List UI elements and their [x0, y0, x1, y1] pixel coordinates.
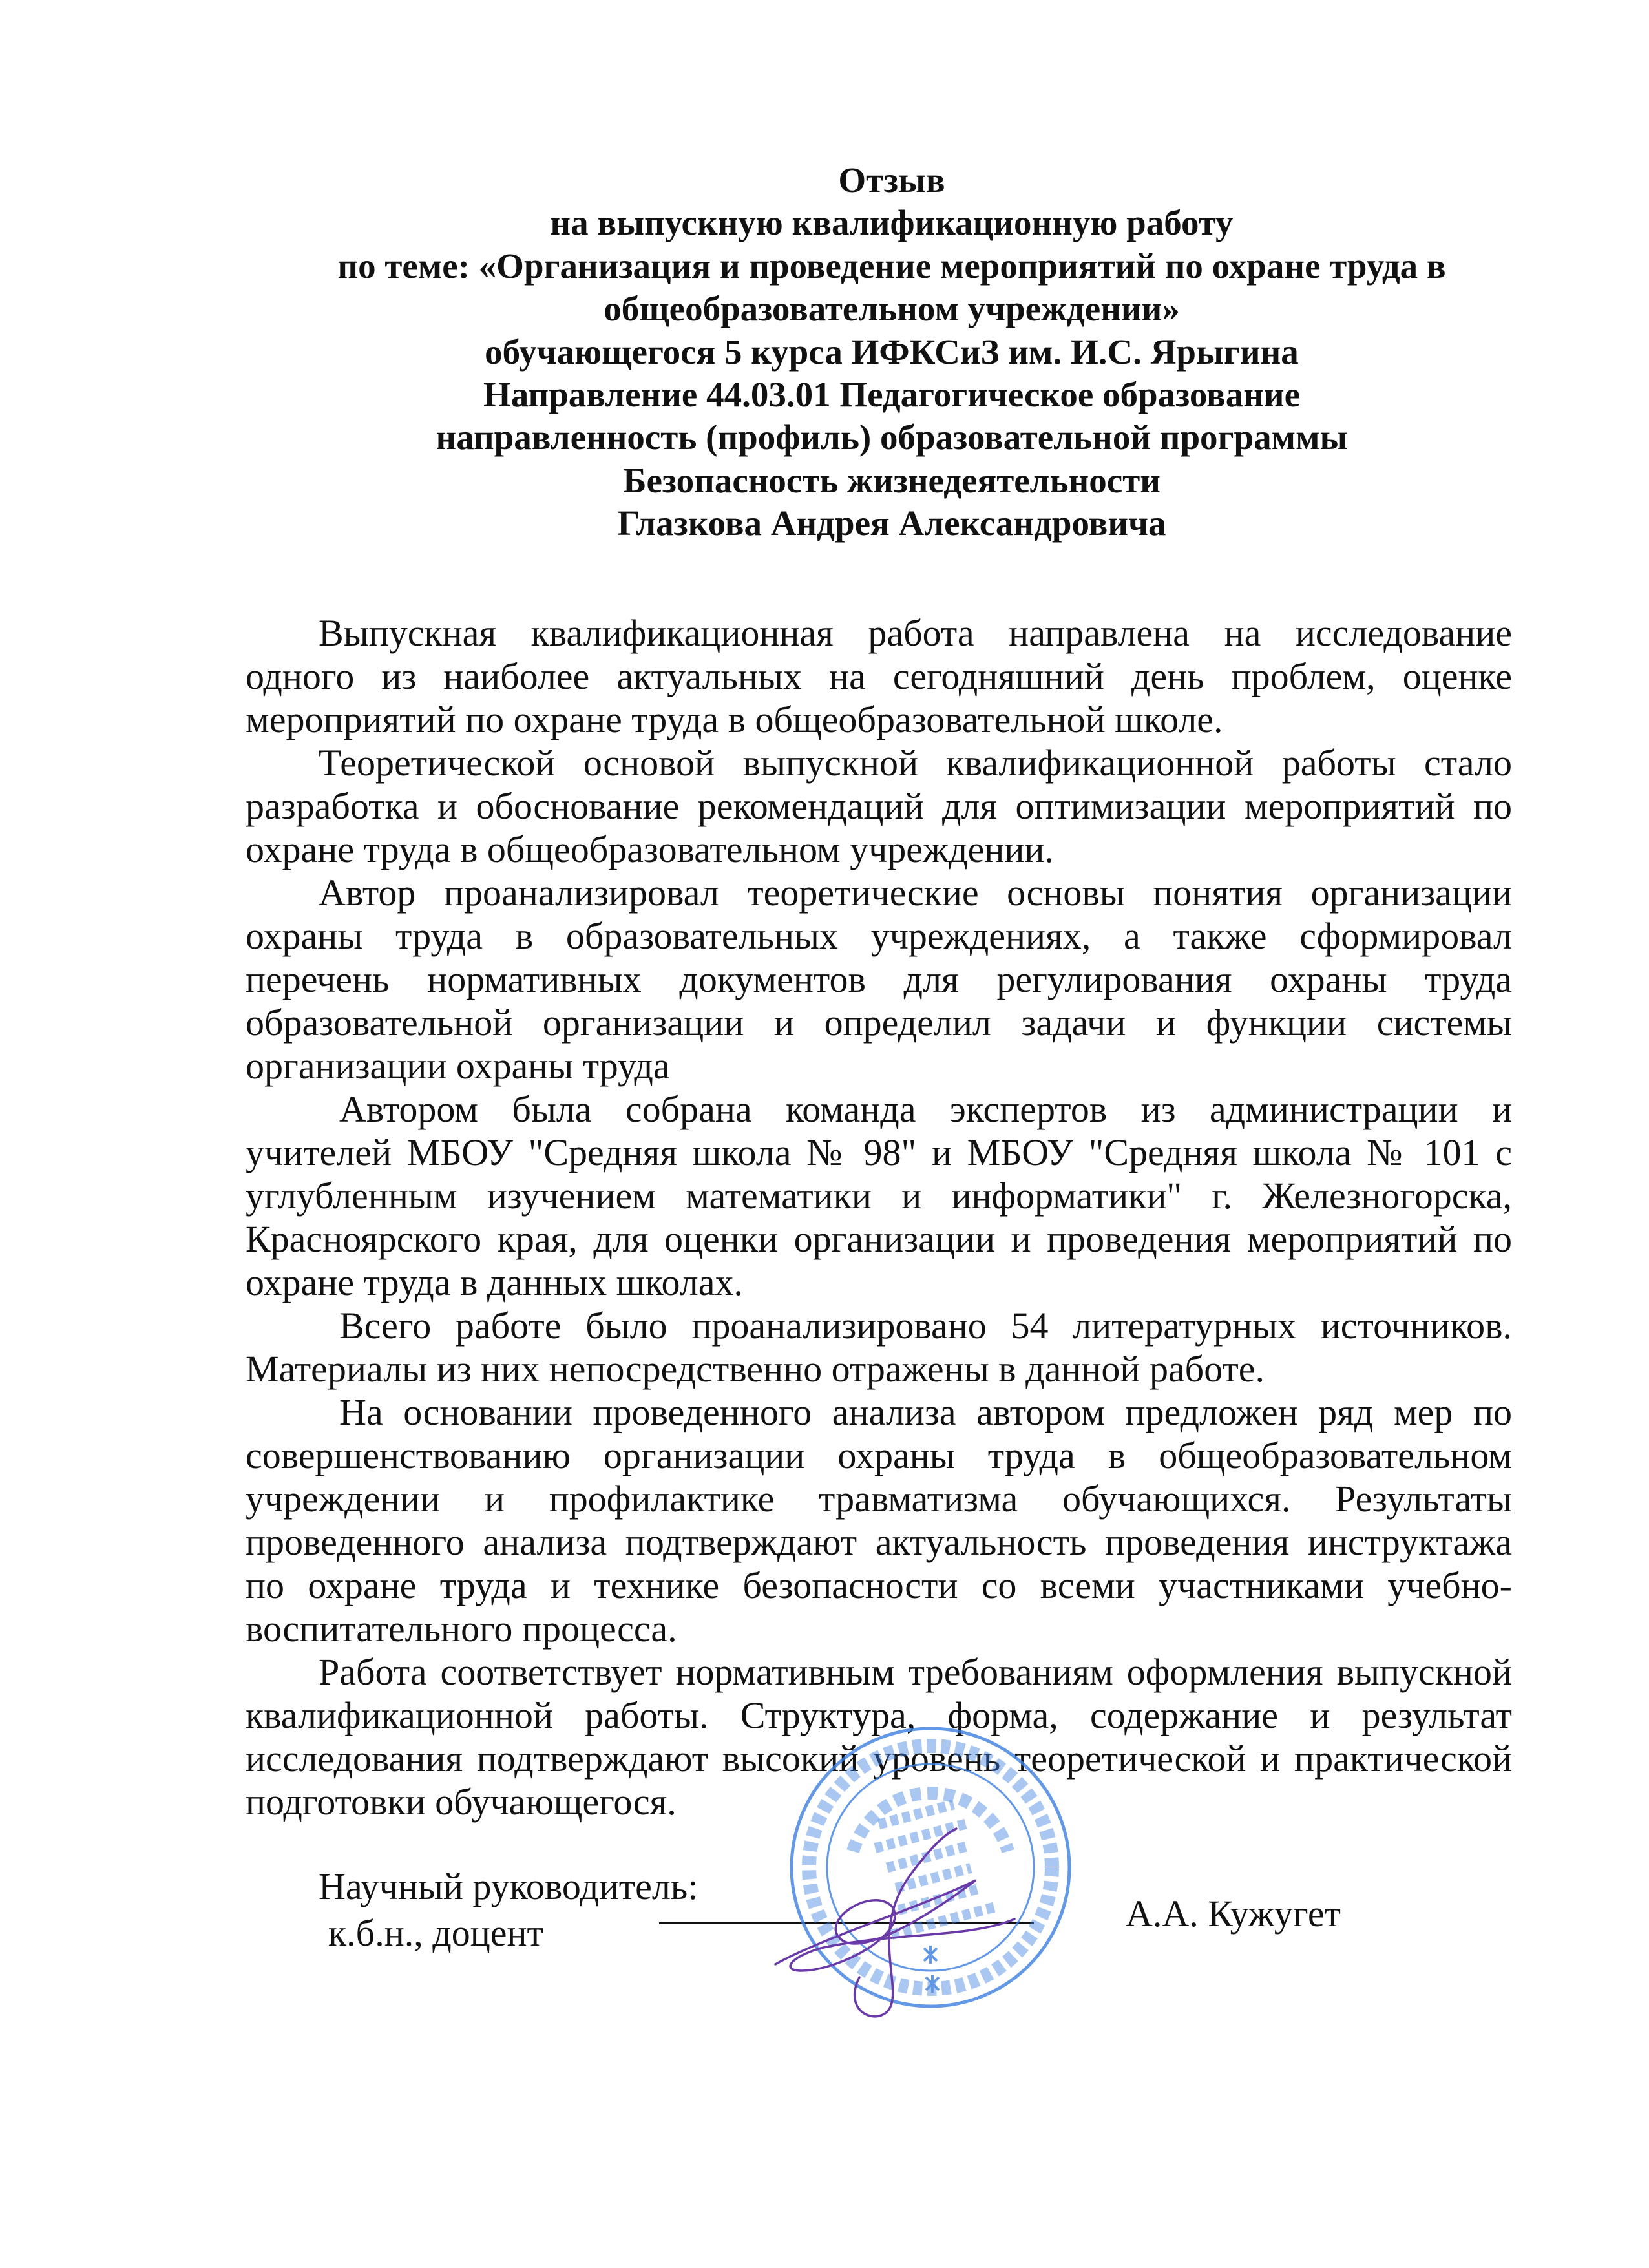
- paragraph-line: проведенного анализа подтверждают актуальность проведения инструктажа: [246, 1521, 1512, 1563]
- paragraph-line: Красноярского края, для оценки организации и проведения мероприятий по: [246, 1218, 1512, 1260]
- supervisor-degree: к.б.н., доцент: [328, 1912, 543, 1954]
- paragraph: [246, 1391, 1512, 1650]
- paragraph-line: учреждении и профилактике травматизма обучающихся. Результаты: [246, 1478, 1512, 1520]
- paragraph-line: учителей МБОУ "Средняя школа № 98" и МБОУ "Средняя школа № 101 с: [246, 1131, 1512, 1173]
- paragraph-line: разработка и обоснование рекомендаций для оптимизации мероприятий по: [246, 785, 1512, 827]
- title-line: общеобразовательном учреждении»: [604, 289, 1180, 329]
- paragraph-line: совершенствованию организации охраны труда в общеобразовательном: [246, 1434, 1512, 1476]
- paragraph-line: Автор проанализировал теоретические основы понятия организации: [319, 872, 1512, 914]
- paragraph-line: исследования подтверждают высокий уровень теоретической и практической: [246, 1738, 1512, 1780]
- paragraph-line: На основании проведенного анализа автором предложен ряд мер по: [339, 1391, 1512, 1433]
- paragraph: [246, 1304, 1512, 1391]
- paragraph-line: образовательной организации и определил задачи и функции системы: [246, 1002, 1512, 1044]
- paragraph: [246, 611, 1512, 741]
- title-heading: Отзыв: [838, 160, 945, 200]
- paragraph-line: охране труда в данных школах.: [246, 1261, 743, 1303]
- handwritten-signature: [762, 1809, 1034, 2029]
- title-line: Глазкова Андрея Александровича: [617, 503, 1166, 543]
- paragraph: [246, 871, 1512, 1087]
- title-line: по теме: «Организация и проведение мероприятий по охране труда в: [337, 246, 1446, 286]
- paragraph-line: квалификационной работы. Структура, форма, содержание и результат: [246, 1694, 1512, 1736]
- paragraph-line: охране труда в общеобразовательном учреждении.: [246, 828, 1054, 870]
- title-line: Направление 44.03.01 Педагогическое образование: [483, 374, 1301, 414]
- paragraph-line: одного из наиболее актуальных на сегодняшний день проблем, оценке: [246, 655, 1512, 697]
- paragraph-line: организации охраны труда: [246, 1045, 670, 1087]
- paragraph-line: Теоретической основой выпускной квалификационной работы стало: [319, 742, 1512, 784]
- title-line: Безопасность жизнедеятельности: [623, 460, 1161, 500]
- paragraph-line: воспитательного процесса.: [246, 1608, 677, 1650]
- supervisor-role: Научный руководитель:: [319, 1865, 698, 1907]
- document-body: [246, 611, 1512, 1823]
- paragraph-line: Работа соответствует нормативным требованиям оформления выпускной: [319, 1651, 1512, 1693]
- paragraph-line: подготовки обучающегося.: [246, 1781, 677, 1823]
- paragraph-line: углубленным изучением математики и информатики" г. Железногорска,: [246, 1175, 1512, 1217]
- paragraph-line: Выпускная квалификационная работа направлена на исследование: [319, 612, 1512, 654]
- paragraph-line: Всего работе было проанализировано 54 литературных источников.: [339, 1305, 1512, 1347]
- paragraph-line: по охране труда и технике безопасности со всеми участниками учебно-: [246, 1564, 1512, 1606]
- paragraph-line: Материалы из них непосредственно отражены в данной работе.: [246, 1348, 1265, 1390]
- paragraph-line: мероприятий по охране труда в общеобразовательной школе.: [246, 698, 1223, 740]
- title-line: на выпускную квалификационную работу: [550, 203, 1234, 243]
- paragraph: [246, 741, 1512, 871]
- document-title: [246, 159, 1538, 545]
- paragraph-line: Автором была собрана команда экспертов из администрации и: [339, 1088, 1512, 1130]
- paragraph: [246, 1087, 1512, 1304]
- supervisor-name: А.А. Кужугет: [1126, 1893, 1341, 1935]
- title-line: обучающегося 5 курса ИФКСиЗ им. И.С. Ярыгина: [485, 331, 1299, 372]
- paragraph-line: охраны труда в образовательных учреждениях, а также сформировал: [246, 915, 1512, 957]
- title-line: направленность (профиль) образовательной программы: [436, 417, 1348, 457]
- paragraph-line: перечень нормативных документов для регулирования охраны труда: [246, 958, 1512, 1000]
